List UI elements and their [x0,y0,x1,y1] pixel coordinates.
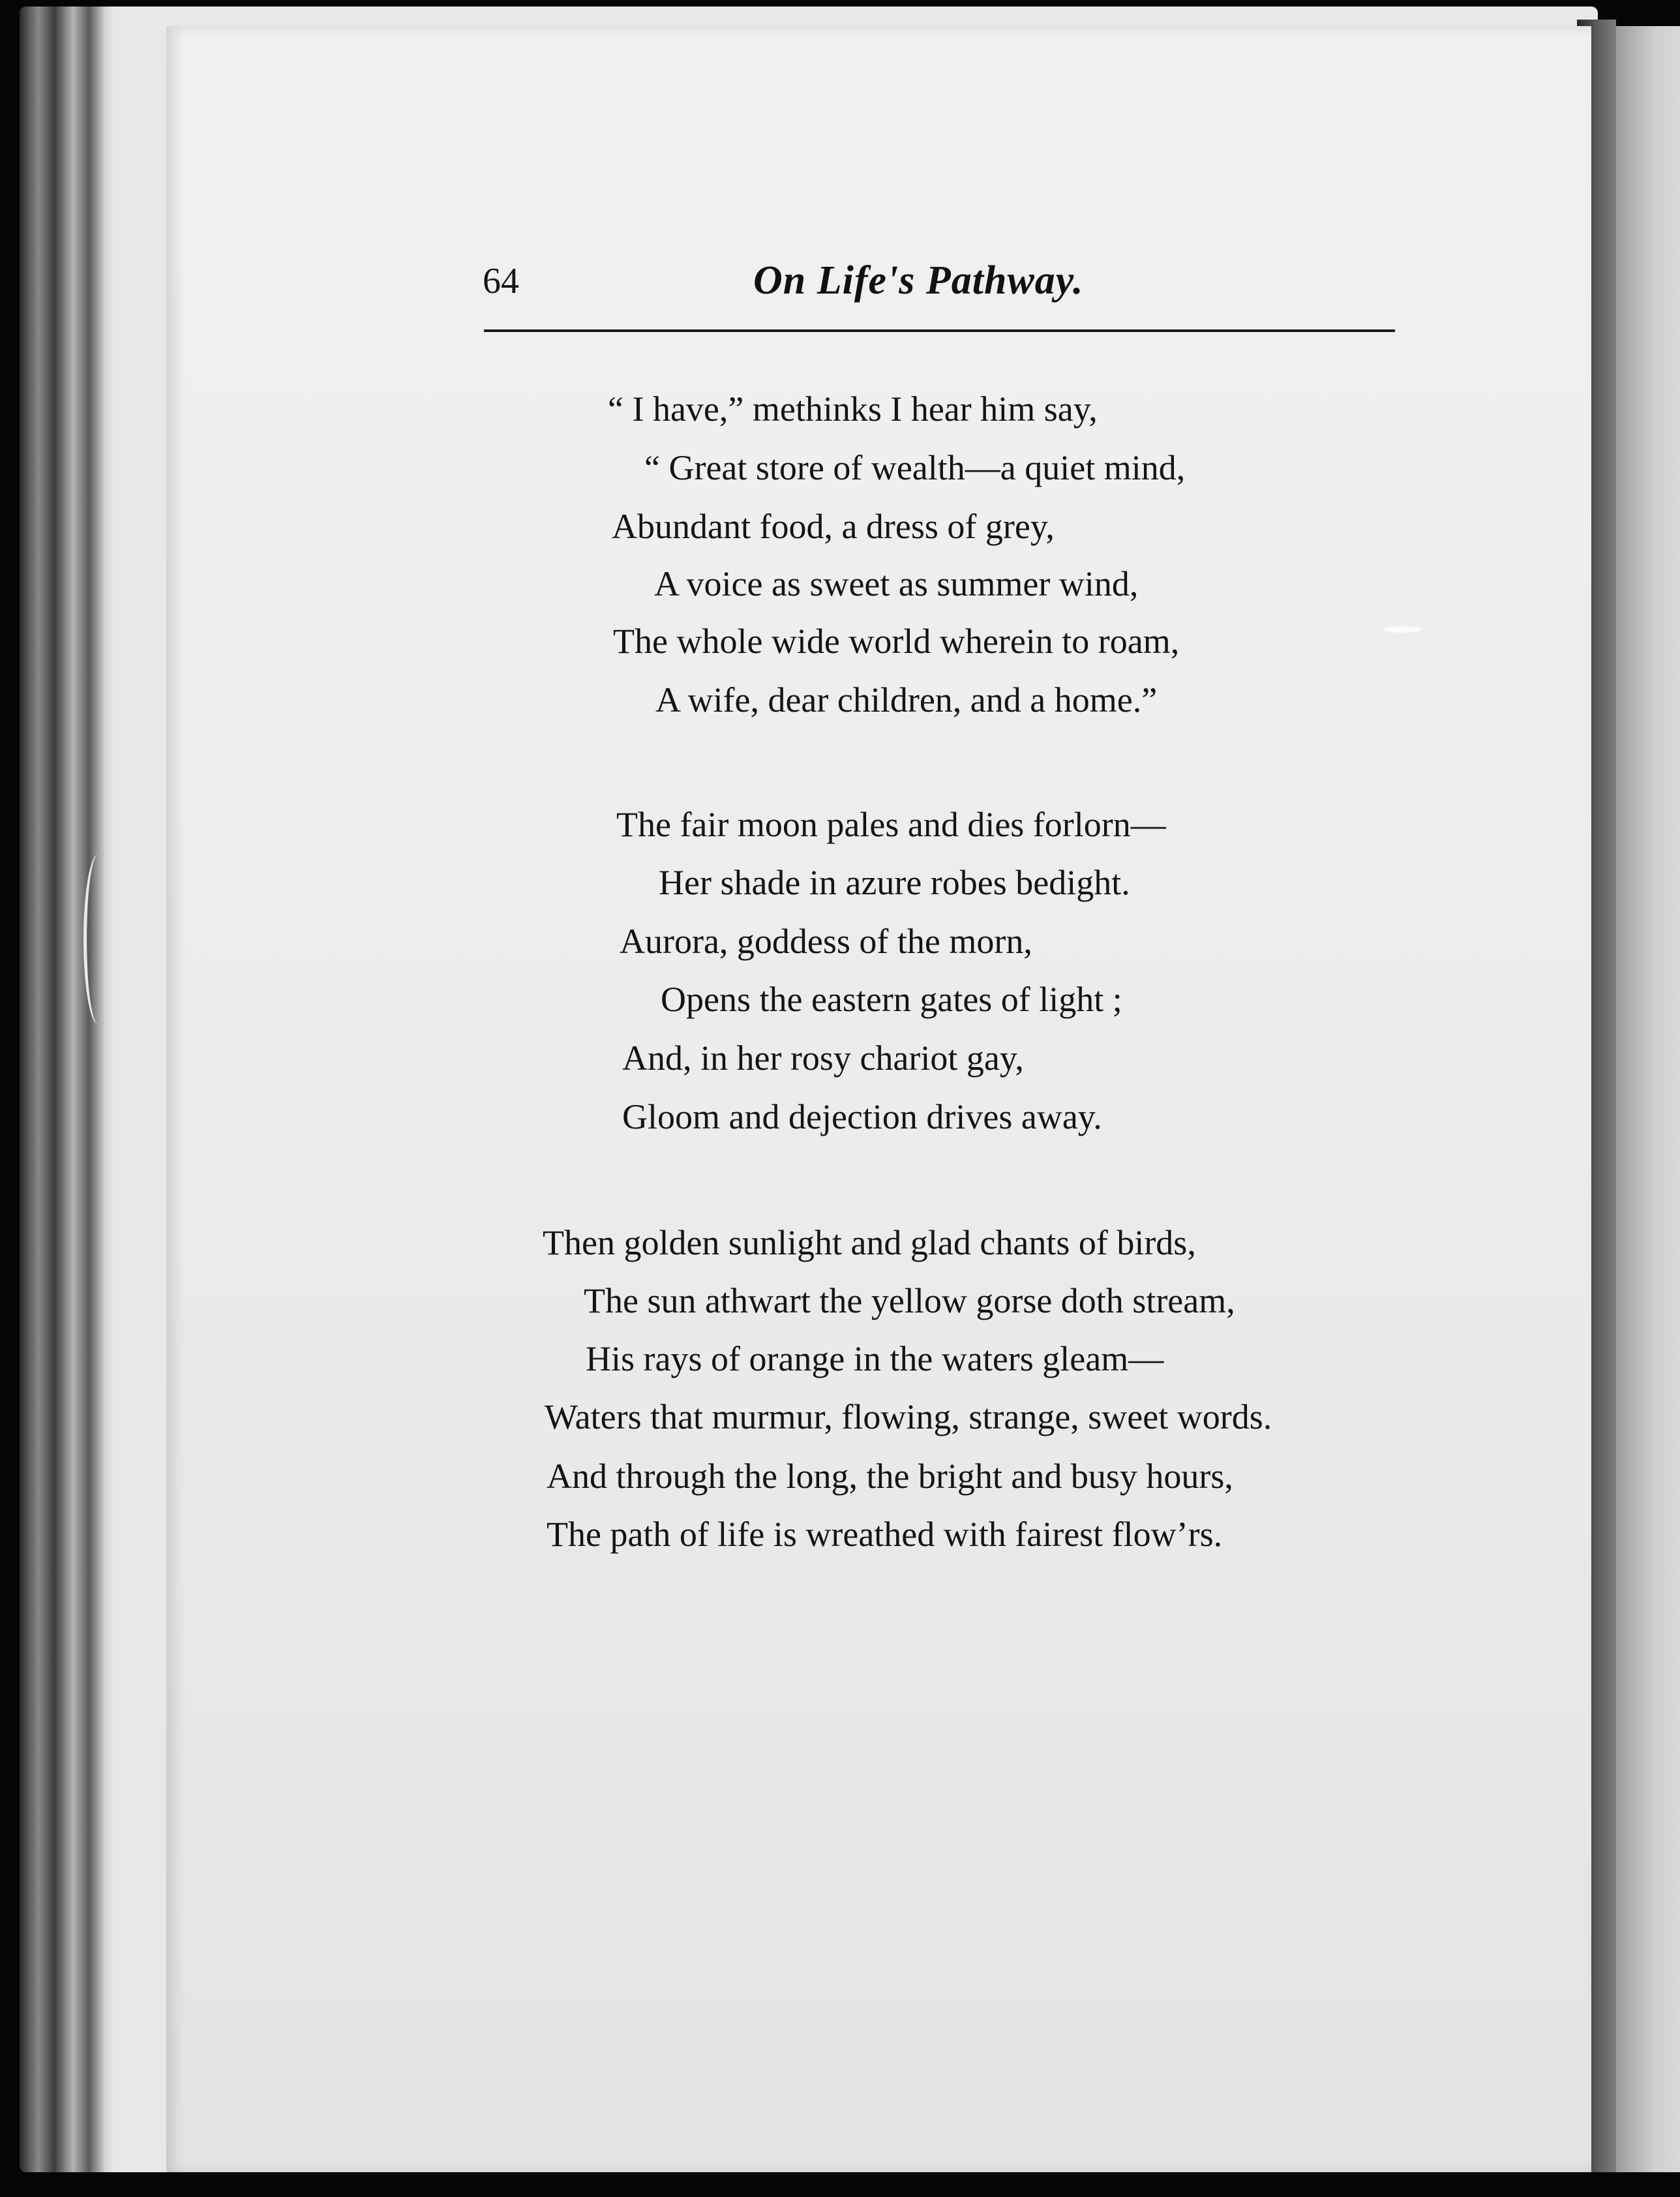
poem-line: A voice as sweet as summer wind, [654,564,1139,603]
poem-line: Opens the eastern gates of light ; [661,980,1122,1019]
poem-line: The fair moon pales and dies forlorn— [616,805,1166,844]
running-title: On Life's Pathway. [753,258,1084,303]
poem-line: And, in her rosy chariot gay, [622,1038,1024,1078]
poem-line: Her shade in azure robes bedight. [659,863,1130,902]
page-number: 64 [483,261,519,301]
poem-line: Waters that murmur, flowing, strange, sweet words. [545,1397,1272,1436]
poem-line: The sun athwart the yellow gorse doth stream, [584,1281,1235,1320]
poem-line: And through the long, the bright and busy hours, [547,1457,1233,1496]
poem-line: The path of life is wreathed with fairest flow’rs. [547,1515,1223,1554]
facing-page-edge [1616,26,1680,2172]
scan-blemish [83,855,113,1024]
poem-line: “ Great store of wealth—a quiet mind, [644,448,1186,487]
scan-blemish [1383,626,1422,633]
page-header [483,258,1396,323]
poem-line: A wife, dear children, and a home.” [655,680,1158,720]
poem-line: “ I have,” methinks I hear him say, [608,389,1098,429]
header-rule [484,329,1395,332]
poem-line: Abundant food, a dress of grey, [612,507,1055,546]
poem-line: Aurora, goddess of the morn, [620,922,1032,961]
poem-line: His rays of orange in the waters gleam— [586,1339,1164,1378]
poem-line: The whole wide world wherein to roam, [613,622,1180,661]
poem-line: Then golden sunlight and glad chants of birds, [543,1223,1196,1262]
poem-line: Gloom and dejection drives away. [622,1097,1102,1136]
